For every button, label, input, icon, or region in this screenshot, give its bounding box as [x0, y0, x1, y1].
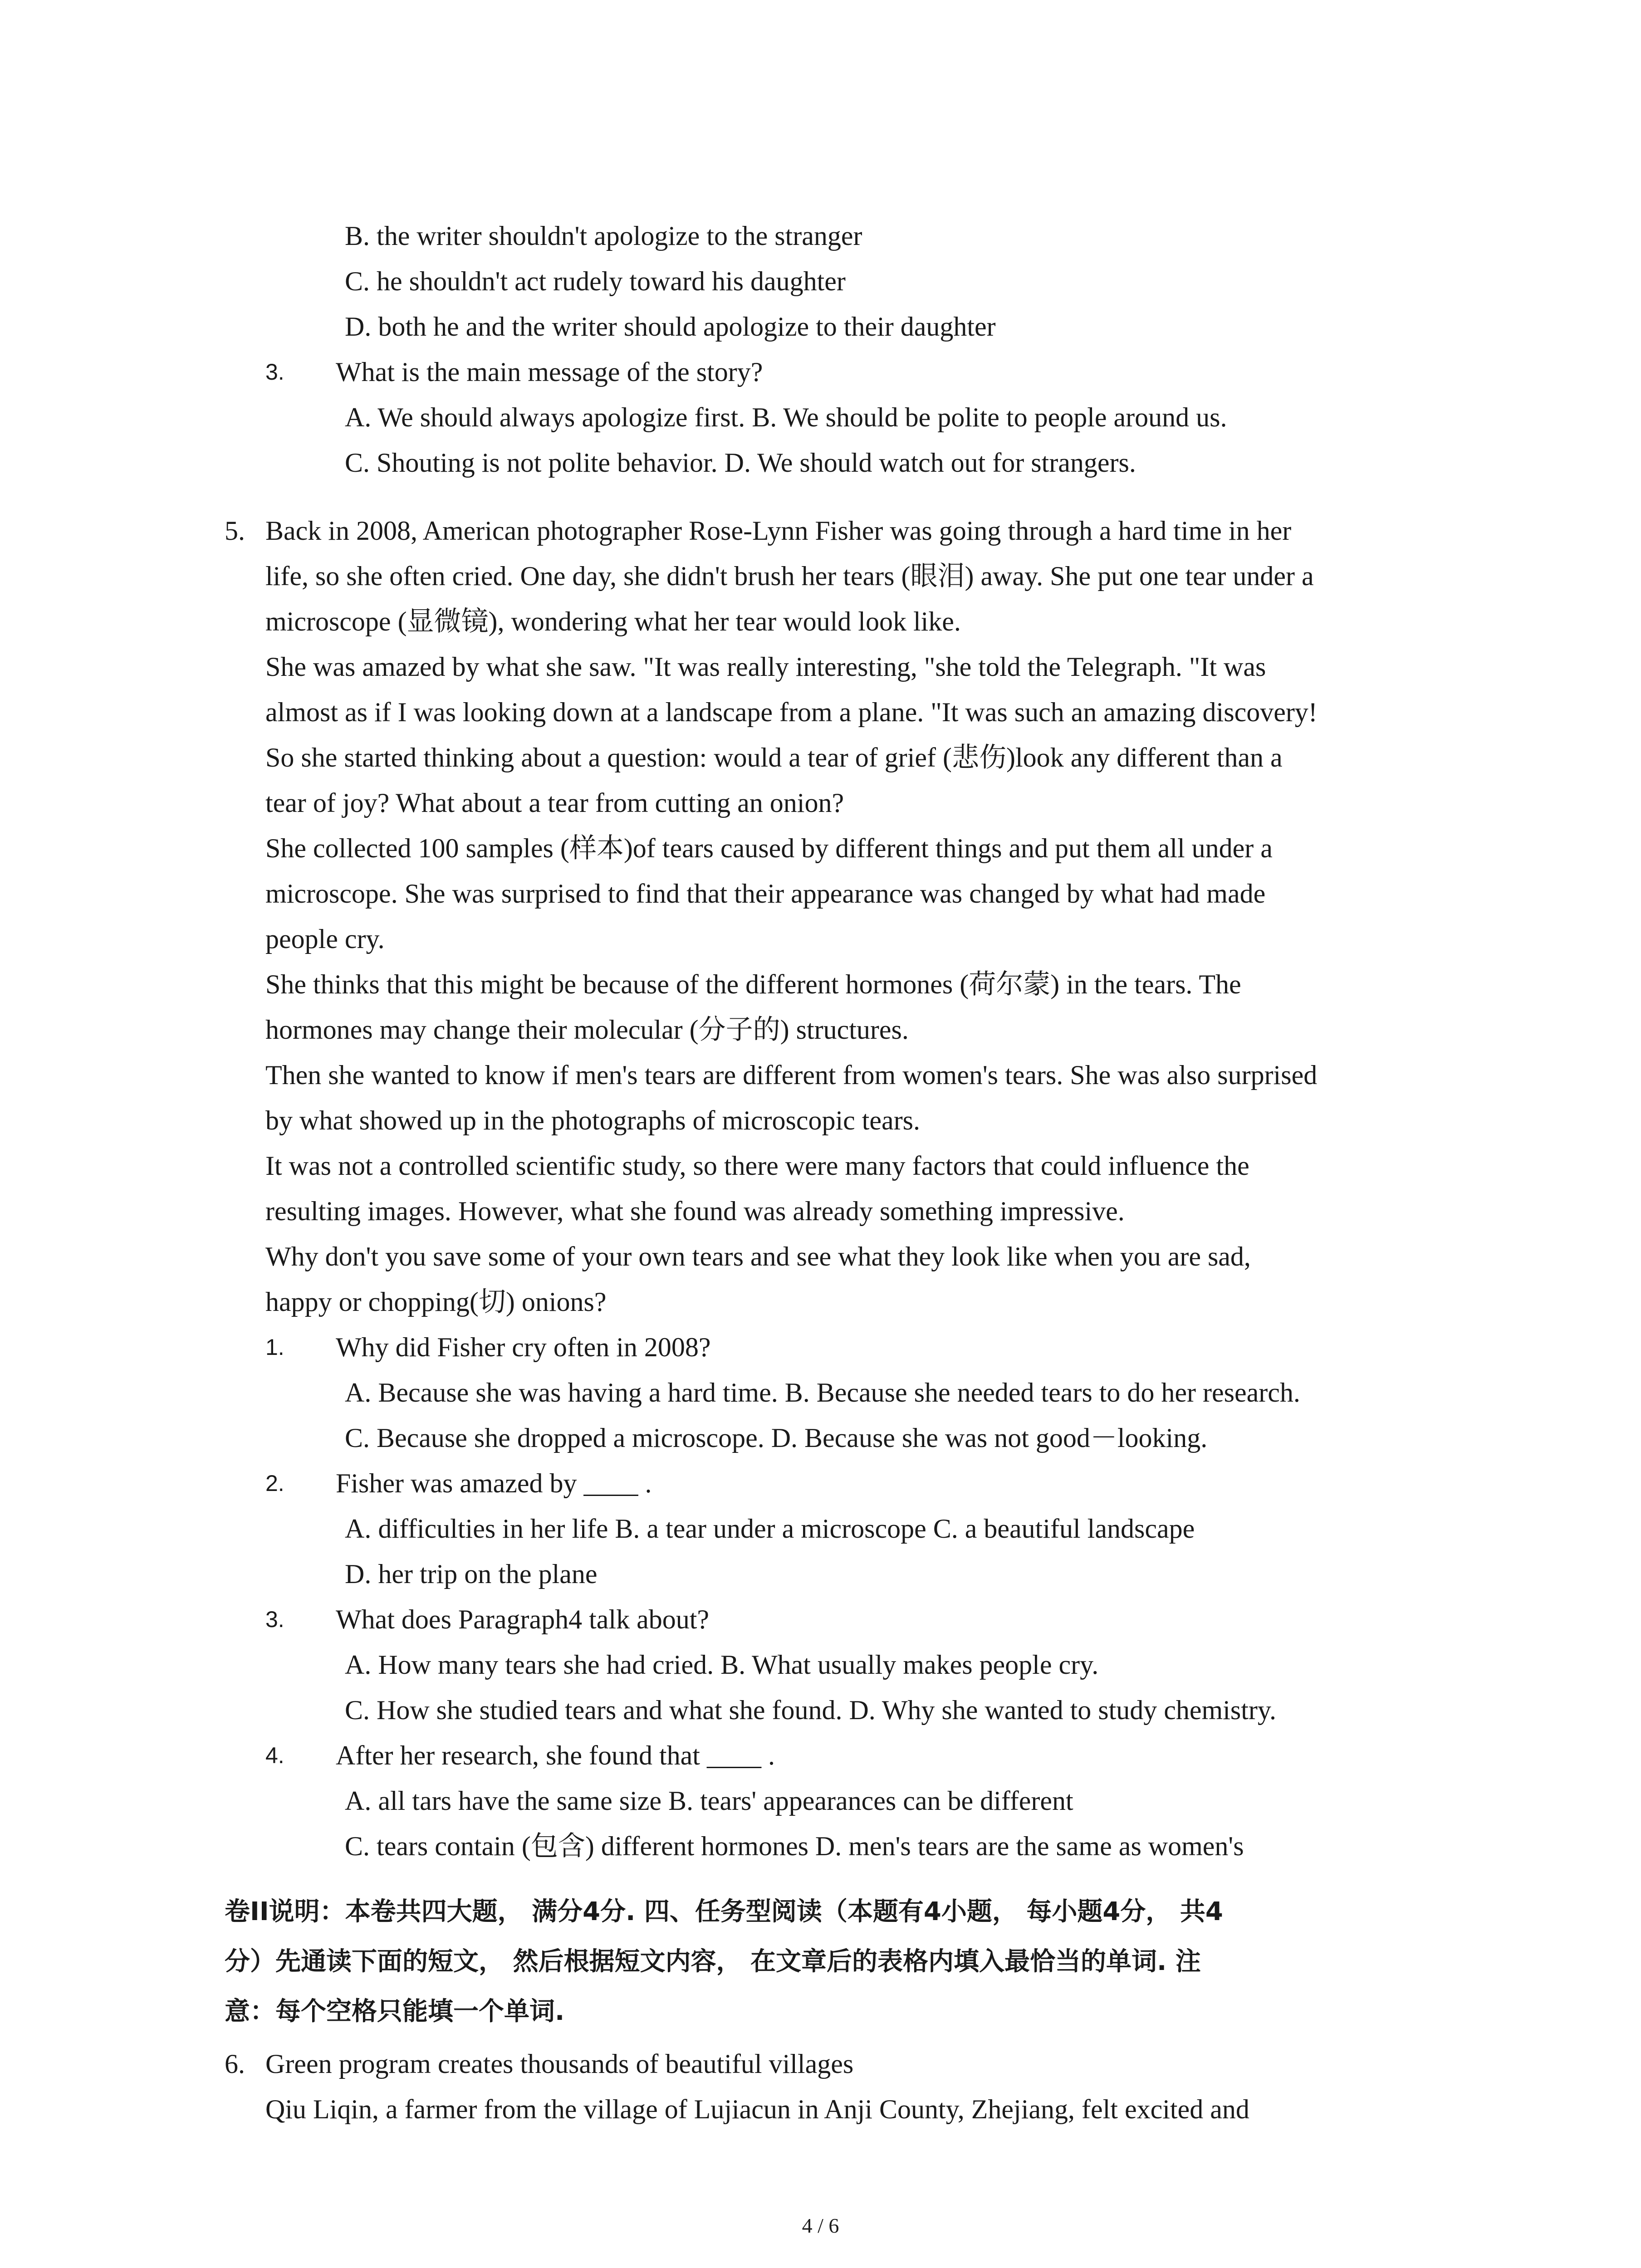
passage-line: by what showed up in the photographs of microscopic tears.	[265, 1105, 921, 1135]
passage-line: She collected 100 samples (样本)of tears caused by different things and put them all under a	[265, 833, 1273, 863]
passage-line: hormones may change their molecular (分子的) structures.	[265, 1015, 909, 1045]
option-line: D. both he and the writer should apologize to their daughter	[345, 312, 996, 342]
option-line: C. Shouting is not polite behavior. D. We should watch out for strangers.	[345, 448, 1136, 478]
option-line: C. Because she dropped a microscope. D. Because she was not good－looking.	[345, 1423, 1208, 1453]
passage-line: Qiu Liqin, a farmer from the village of Lujiacun in Anji County, Zhejiang, felt excited and	[265, 2094, 1249, 2124]
passage-line: microscope (显微镜), wondering what her tear would look like.	[265, 606, 961, 636]
option-line: A. We should always apologize first. B. We should be polite to people around us.	[345, 402, 1227, 432]
question-number: 3.	[265, 1607, 284, 1632]
passage-line: life, so she often cried. One day, she didn't brush her tears (眼泪) away. She put one tear under a	[265, 561, 1314, 591]
page-number: 4 / 6	[802, 2214, 839, 2237]
option-line: D. her trip on the plane	[345, 1559, 598, 1589]
section-instruction: 分）先通读下面的短文， 然后根据短文内容， 在文章后的表格内填入最恰当的单词. 注	[225, 1947, 1201, 1976]
passage-line: Why don't you save some of your own tears and see what they look like when you are sad,	[265, 1242, 1251, 1271]
option-line: A. Because she was having a hard time. B. Because she needed tears to do her research.	[345, 1378, 1300, 1408]
question-number: 1.	[265, 1334, 284, 1360]
question-text: What does Paragraph4 talk about?	[336, 1604, 710, 1634]
option-line: B. the writer shouldn't apologize to the stranger	[345, 221, 862, 251]
question-text: What is the main message of the story?	[336, 357, 763, 387]
passage-number: 5.	[225, 516, 245, 546]
passage-number: 6.	[225, 2049, 245, 2079]
option-line: A. all tars have the same size B. tears' appearances can be different	[345, 1786, 1073, 1816]
question-text: Why did Fisher cry often in 2008?	[336, 1332, 711, 1362]
passage-line: resulting images. However, what she found was already something impressive.	[265, 1196, 1125, 1226]
passage-line: microscope. She was surprised to find that their appearance was changed by what had made	[265, 879, 1266, 909]
question-number: 2.	[265, 1471, 284, 1496]
passage-line: people cry.	[265, 924, 385, 954]
question-text: Fisher was amazed by ____ .	[336, 1468, 652, 1498]
passage-line: Back in 2008, American photographer Rose-Lynn Fisher was going through a hard time in her	[265, 516, 1292, 546]
passage-line: It was not a controlled scientific study, so there were many factors that could influence the	[265, 1151, 1249, 1181]
section-instruction: 意：每个空格只能填一个单词.	[225, 1997, 565, 2026]
section-instruction: 卷II说明：本卷共四大题， 满分4分. 四、任务型阅读（本题有4小题， 每小题4分， 共4	[225, 1897, 1223, 1926]
option-line: A. How many tears she had cried. B. What usually makes people cry.	[345, 1650, 1099, 1680]
question-number: 4.	[265, 1743, 284, 1768]
question-text: After her research, she found that ____ .	[336, 1740, 775, 1770]
passage-title: Green program creates thousands of beautiful villages	[265, 2049, 854, 2079]
option-line: A. difficulties in her life B. a tear under a microscope C. a beautiful landscape	[345, 1514, 1195, 1544]
passage-line: Then she wanted to know if men's tears are different from women's tears. She was also surprised	[265, 1060, 1318, 1090]
question-number: 3.	[265, 359, 284, 385]
option-line: C. tears contain (包含) different hormones D. men's tears are the same as women's	[345, 1831, 1244, 1861]
passage-line: tear of joy? What about a tear from cutting an onion?	[265, 788, 844, 818]
passage-line: She thinks that this might be because of the different hormones (荷尔蒙) in the tears. The	[265, 969, 1241, 999]
passage-line: happy or chopping(切) onions?	[265, 1287, 607, 1317]
passage-line: So she started thinking about a question: would a tear of grief (悲伤)look any different than a	[265, 743, 1283, 772]
option-line: C. he shouldn't act rudely toward his daughter	[345, 266, 846, 296]
passage-line: She was amazed by what she saw. "It was really interesting, "she told the Telegraph. "It was	[265, 652, 1266, 682]
passage-line: almost as if I was looking down at a landscape from a plane. "It was such an amazing discovery!	[265, 697, 1318, 727]
option-line: C. How she studied tears and what she found. D. Why she wanted to study chemistry.	[345, 1695, 1276, 1725]
